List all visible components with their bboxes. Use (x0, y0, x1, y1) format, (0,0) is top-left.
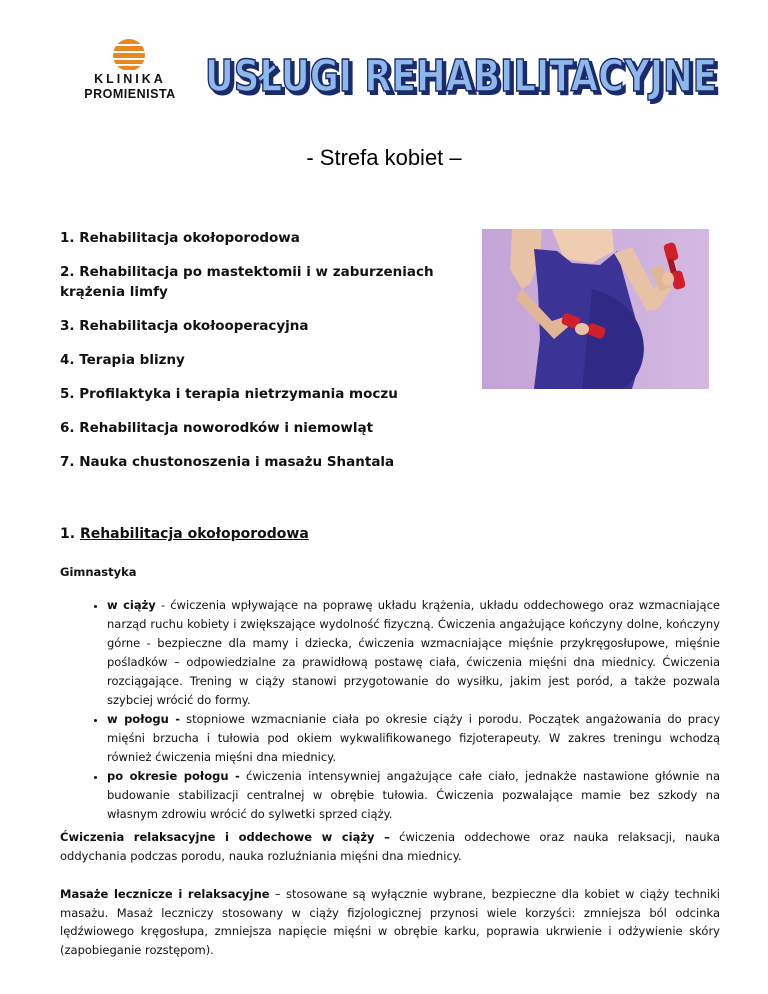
list-item (107, 710, 720, 767)
page-title-shadow: USŁUGI REHABILITACYJNE (208, 54, 720, 105)
page-title-text: USŁUGI REHABILITACYJNE (205, 51, 717, 102)
section-title: Rehabilitacja okołoporodowa (79, 526, 309, 542)
paragraph-label: Ćwiczenia relaksacyjne i oddechowe w ciąży – (60, 830, 390, 844)
sun-stripes-icon (112, 38, 146, 72)
list-item: 6. Rehabilitacja noworodków i niemowląt (60, 420, 374, 436)
sub-heading: Gimnastyka (60, 565, 137, 579)
list-item: 2. Rehabilitacja po mastektomii i w zaburzeniach krążenia limfy (60, 264, 434, 300)
list-item: 7. Nauka chustonoszenia i masażu Shantala (60, 454, 395, 470)
list-item: 4. Terapia blizny (60, 352, 185, 368)
list-item (107, 767, 720, 824)
paragraph-text: – stosowane są wyłącznie wybrane, bezpieczne dla kobiet w ciąży techniki masażu. Masaż leczniczy stosowany w ciąży fizjologicznej przynosi wiele korzyści: zmniejsza ból odcinka lędźwiowego kręgosłupa, zmniejsza napięcie mięśni w obrębie karku, poprawia ukrwienie i odżywienie skóry (zapobieganie rozstępom). (60, 887, 720, 957)
page-title (200, 42, 725, 108)
logo-text-line1: KLINIKA (94, 72, 166, 86)
paragraph-label: Masaże lecznicze i relaksacyjne (60, 887, 270, 901)
list-item: 5. Profilaktyka i terapia nietrzymania moczu (60, 386, 398, 402)
bullet-text: - ćwiczenia wpływające na poprawę układu krążenia, układu oddechowego oraz wzmacniające narząd ruchu kobiety i zwiększające wydolność fizyczną. Ćwiczenia angażujące kończyny dolne, kończyny górne - bezpieczne dla mamy i dziecka, ćwiczenia wzmacniające mięśnie przykręgosłupowe, mięśnie pośladków – odpowiedzialne za prawidłową postawę ciała, ćwiczenia mięśni dna miednicy. Ćwiczenia rozciągające. Trening w ciąży stanowi przygotowanie do wysiłku, jakim jest poród, a także pozwala szybciej wrócić do formy. (107, 598, 720, 707)
paragraph-relaxation (60, 828, 720, 865)
bullet-label: w ciąży (107, 598, 156, 612)
list-item: 1. Rehabilitacja okołoporodowa (60, 230, 300, 246)
bullet-label: w połogu - (107, 712, 181, 726)
paragraph-massage (60, 885, 720, 959)
section-heading (60, 526, 309, 542)
gymnastics-list (60, 596, 720, 824)
clinic-logo (70, 38, 190, 108)
pregnant-woman-dumbbells-photo (482, 229, 709, 389)
bullet-label: po okresie połogu - (107, 769, 240, 783)
section-number: 1. (60, 526, 76, 542)
paragraph-text: ćwiczenia oddechowe oraz nauka relaksacji, nauka oddychania podczas porodu, nauka rozluźniania mięśni dna miednicy. (60, 830, 720, 863)
logo-text-line2: PROMIENISTA (84, 87, 176, 101)
list-item: 3. Rehabilitacja okołooperacyjna (60, 318, 309, 334)
list-item (107, 596, 720, 710)
subtitle: - Strefa kobiet – (306, 145, 462, 170)
bullet-text: ćwiczenia intensywniej angażujące całe ciało, jednakże nastawione głównie na budowanie stabilizacji centralnej w obrębie tułowia. Ćwiczenia pozwalające mamie bez szkody na własnym zdrowiu wrócić do sylwetki sprzed ciąży. (107, 769, 721, 821)
bullet-text: stopniowe wzmacnianie ciała po okresie ciąży i porodu. Początek angażowania do pracy mięśni brzucha i tułowia pod okiem wykwalifikowanego fizjoterapeuty. W zakres treningu wchodzą również ćwiczenia mięśni dna miednicy. (107, 712, 721, 764)
services-list (60, 228, 470, 486)
